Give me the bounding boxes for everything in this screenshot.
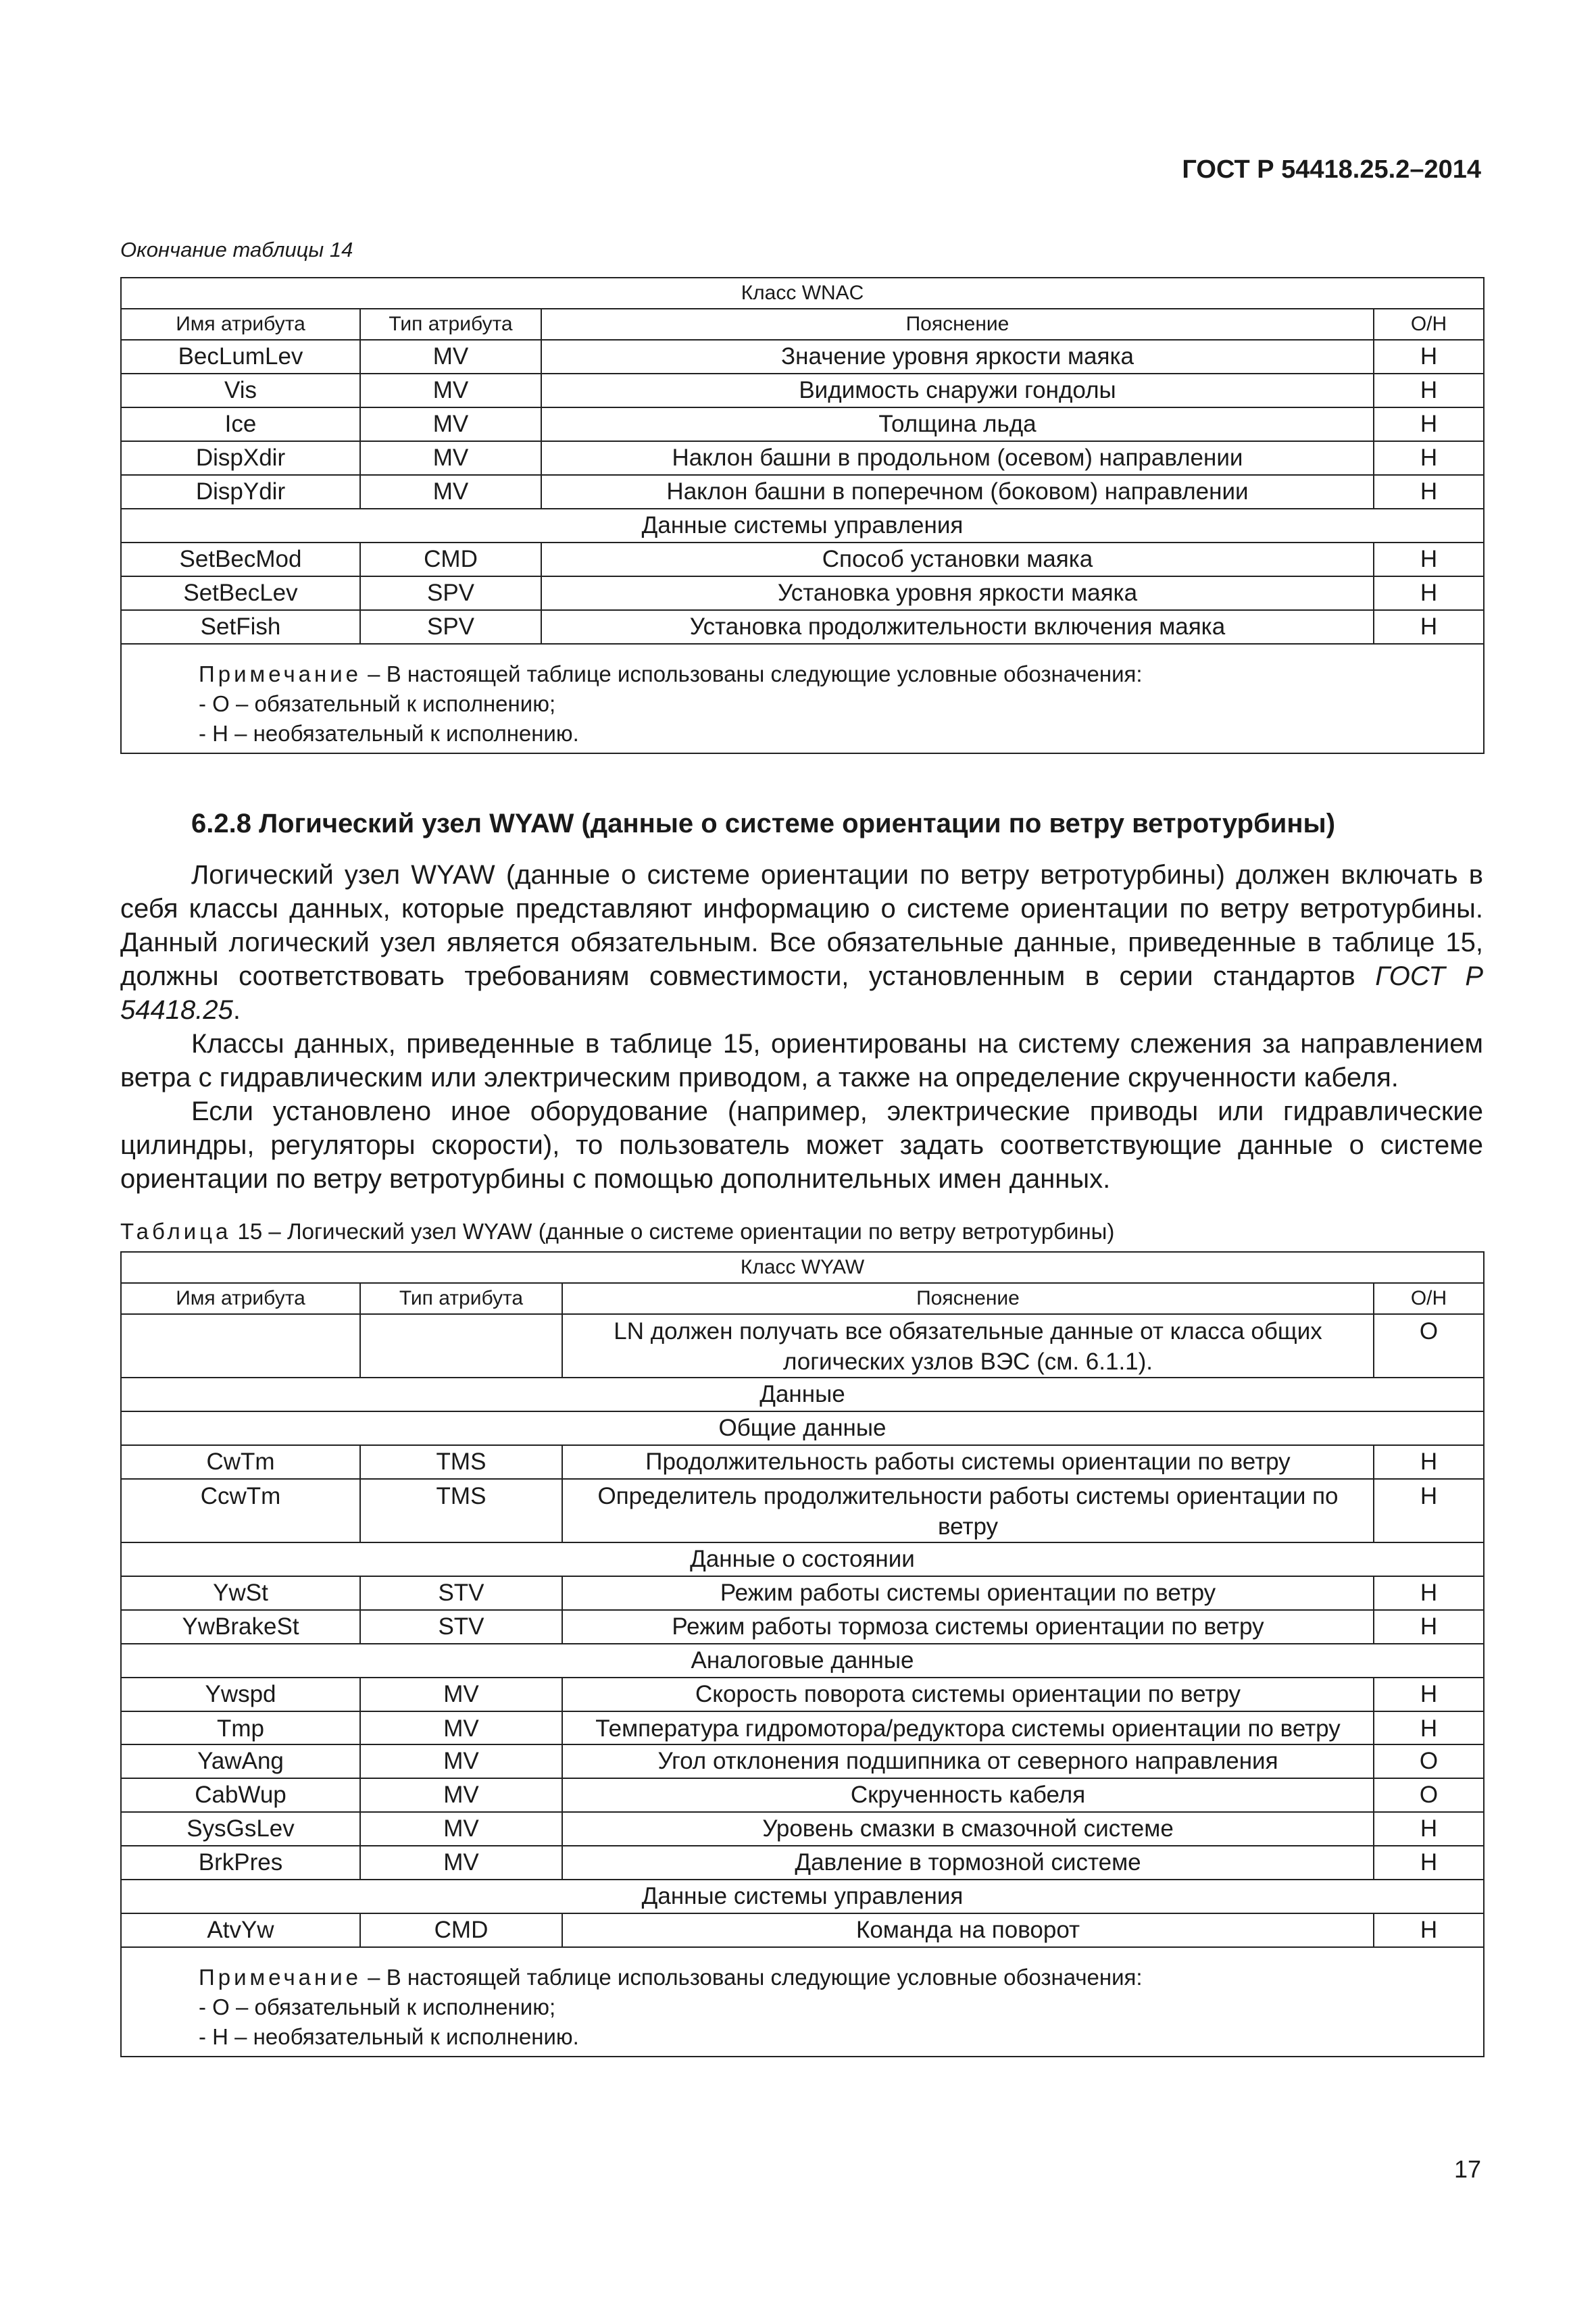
attribute-name: Ywspd — [121, 1678, 360, 1711]
attribute-name: YwBrakeSt — [121, 1610, 360, 1644]
paragraph — [120, 858, 1483, 1027]
attribute-flag: Н — [1374, 1576, 1484, 1610]
table-row — [121, 374, 1484, 407]
table-row — [121, 1610, 1484, 1644]
attribute-description: Установка уровня яркости маяка — [541, 576, 1374, 610]
attribute-description: Продолжительность работы системы ориентации по ветру — [562, 1445, 1374, 1479]
note-label: Примечание — [199, 1965, 362, 1990]
attribute-type: MV — [360, 340, 541, 374]
attribute-flag: Н — [1374, 543, 1484, 576]
attribute-description: Режим работы системы ориентации по ветру — [562, 1576, 1374, 1610]
standard-reference: ГОСТ Р 54418.25 — [120, 961, 1484, 1025]
table-row — [121, 543, 1484, 576]
class-title: Класс WYAW — [121, 1252, 1484, 1283]
attribute-description: Режим работы тормоза системы ориентации по ветру — [562, 1610, 1374, 1644]
attribute-type: MV — [360, 441, 541, 475]
attribute-type: SPV — [360, 576, 541, 610]
attribute-flag: Н — [1374, 407, 1484, 441]
attribute-type: MV — [360, 475, 541, 509]
column-header: Имя атрибута — [121, 309, 360, 340]
attribute-description: Скорость поворота системы ориентации по ветру — [562, 1678, 1374, 1711]
caption-text: 15 – Логический узел WYAW (данные о системе ориентации по ветру ветротурбины) — [231, 1219, 1115, 1244]
table14-continuation-caption: Окончание таблицы 14 — [120, 238, 353, 261]
attribute-flag: Н — [1374, 1479, 1484, 1542]
attribute-type: STV — [360, 1610, 562, 1644]
attribute-type: MV — [360, 1744, 562, 1778]
table-row — [121, 1711, 1484, 1744]
attribute-description: Команда на поворот — [562, 1913, 1374, 1947]
attribute-name: CcwTm — [121, 1479, 360, 1542]
attribute-name: DispYdir — [121, 475, 360, 509]
attribute-type: CMD — [360, 543, 541, 576]
note-mandatory: - О – обязательный к исполнению; — [199, 691, 556, 716]
table-row — [121, 610, 1484, 644]
table-row — [121, 1576, 1484, 1610]
attribute-name: DispXdir — [121, 441, 360, 475]
attribute-description: Наклон башни в поперечном (боковом) направлении — [541, 475, 1374, 509]
attribute-flag: О — [1374, 1314, 1484, 1378]
section-row: Общие данные — [121, 1411, 1484, 1445]
note-label: Примечание — [199, 661, 362, 686]
attribute-type: MV — [360, 1846, 562, 1880]
attribute-name: BecLumLev — [121, 340, 360, 374]
section-row: Данные системы управления — [121, 1880, 1484, 1913]
table-row — [121, 1314, 1484, 1378]
column-header: Пояснение — [541, 309, 1374, 340]
table-row — [121, 1744, 1484, 1778]
attribute-name: CabWup — [121, 1778, 360, 1812]
attribute-flag: Н — [1374, 441, 1484, 475]
table-15 — [120, 1251, 1485, 2057]
attribute-flag: Н — [1374, 340, 1484, 374]
column-header: О/Н — [1374, 1283, 1484, 1314]
attribute-name — [121, 1314, 360, 1378]
column-header: Пояснение — [562, 1283, 1374, 1314]
attribute-type: CMD — [360, 1913, 562, 1947]
attribute-flag: Н — [1374, 1678, 1484, 1711]
attribute-type — [360, 1314, 562, 1378]
attribute-name: SetBecLev — [121, 576, 360, 610]
table-row — [121, 1479, 1484, 1542]
attribute-name: Vis — [121, 374, 360, 407]
attribute-flag: Н — [1374, 1846, 1484, 1880]
attribute-name: Tmp — [121, 1711, 360, 1744]
attribute-description: Толщина льда — [541, 407, 1374, 441]
attribute-flag: Н — [1374, 610, 1484, 644]
attribute-name: SetBecMod — [121, 543, 360, 576]
attribute-type: SPV — [360, 610, 541, 644]
paragraph: Если установлено иное оборудование (например, электрические приводы или гидравлические цилиндры, регуляторы скорости), то пользователь может задать соответствующие данные о системе ориентации по ветру ветротурбины с помощью дополнительных имен данных. — [120, 1097, 1483, 1194]
attribute-flag: Н — [1374, 1610, 1484, 1644]
caption-label: Таблица — [120, 1219, 232, 1244]
attribute-type: MV — [360, 1678, 562, 1711]
column-header: Тип атрибута — [360, 309, 541, 340]
attribute-type: MV — [360, 1812, 562, 1846]
attribute-flag: Н — [1374, 1812, 1484, 1846]
attribute-description: Скрученность кабеля — [562, 1778, 1374, 1812]
section-row: Аналоговые данные — [121, 1644, 1484, 1678]
attribute-description: Температура гидромотора/редуктора системы ориентации по ветру — [562, 1711, 1374, 1744]
paragraph-text: Логический узел WYAW (данные о системе ориентации по ветру ветротурбины) должен включать в себя классы данных, которые представляют информацию о системе ориентации по ветру ветротурбины. Данный логический узел является обязательным. Все обязательные данные, приведенные в таблице 15, должны соответствовать требованиям совместимости, установленным в серии стандартов — [120, 860, 1483, 991]
attribute-type: MV — [360, 407, 541, 441]
section-title: 6.2.8 Логический узел WYAW (данные о системе ориентации по ветру ветротурбины) — [191, 809, 1336, 838]
table15-caption — [120, 1219, 1114, 1244]
table-row — [121, 441, 1484, 475]
table-note — [121, 644, 1484, 753]
attribute-type: STV — [360, 1576, 562, 1610]
table-row — [121, 1846, 1484, 1880]
paragraph-end: . — [232, 995, 241, 1025]
section-row: Данные системы управления — [121, 509, 1484, 543]
table-row — [121, 1678, 1484, 1711]
attribute-type: MV — [360, 374, 541, 407]
attribute-name: AtvYw — [121, 1913, 360, 1947]
attribute-flag: О — [1374, 1778, 1484, 1812]
attribute-type: TMS — [360, 1445, 562, 1479]
attribute-name: CwTm — [121, 1445, 360, 1479]
attribute-description: Установка продолжительности включения маяка — [541, 610, 1374, 644]
table-row — [121, 475, 1484, 509]
attribute-description: Определитель продолжительности работы системы ориентации по ветру — [562, 1479, 1374, 1542]
attribute-name: BrkPres — [121, 1846, 360, 1880]
section-row: Данные о состоянии — [121, 1542, 1484, 1576]
attribute-description: Способ установки маяка — [541, 543, 1374, 576]
attribute-flag: Н — [1374, 374, 1484, 407]
attribute-type: MV — [360, 1711, 562, 1744]
attribute-flag: О — [1374, 1744, 1484, 1778]
table-row — [121, 340, 1484, 374]
table-row — [121, 407, 1484, 441]
attribute-name: SysGsLev — [121, 1812, 360, 1846]
table-row — [121, 1778, 1484, 1812]
note-optional: - Н – необязательный к исполнению. — [199, 2024, 579, 2049]
column-header: О/Н — [1374, 309, 1484, 340]
table-row — [121, 1445, 1484, 1479]
section-body — [120, 858, 1483, 1196]
paragraph: Классы данных, приведенные в таблице 15, ориентированы на систему слежения за направлением ветра с гидравлическим или электрическим приводом, а также на определение скрученности кабеля. — [120, 1029, 1483, 1092]
column-header: Тип атрибута — [360, 1283, 562, 1314]
section-row: Данные — [121, 1378, 1484, 1411]
column-header: Имя атрибута — [121, 1283, 360, 1314]
page-number: 17 — [1453, 2155, 1481, 2183]
attribute-type: MV — [360, 1778, 562, 1812]
attribute-description: Видимость снаружи гондолы — [541, 374, 1374, 407]
attribute-flag: Н — [1374, 1711, 1484, 1744]
attribute-flag: Н — [1374, 576, 1484, 610]
attribute-flag: Н — [1374, 1445, 1484, 1479]
attribute-description: Наклон башни в продольном (осевом) направлении — [541, 441, 1374, 475]
note-optional: - Н – необязательный к исполнению. — [199, 721, 579, 746]
attribute-name: SetFish — [121, 610, 360, 644]
attribute-flag: Н — [1374, 475, 1484, 509]
class-title: Класс WNAC — [121, 278, 1484, 309]
attribute-description: LN должен получать все обязательные данные от класса общих логических узлов ВЭС (см. 6.1.1). — [562, 1314, 1374, 1378]
attribute-name: Ice — [121, 407, 360, 441]
attribute-description: Давление в тормозной системе — [562, 1846, 1374, 1880]
attribute-description: Значение уровня яркости маяка — [541, 340, 1374, 374]
table-row — [121, 1812, 1484, 1846]
standard-header: ГОСТ Р 54418.25.2–2014 — [1182, 155, 1481, 184]
table-note — [121, 1947, 1484, 2057]
attribute-description: Уровень смазки в смазочной системе — [562, 1812, 1374, 1846]
attribute-name: YawAng — [121, 1744, 360, 1778]
note-text: – В настоящей таблице использованы следующие условные обозначения: — [361, 1965, 1143, 1990]
note-text: – В настоящей таблице использованы следующие условные обозначения: — [361, 661, 1143, 686]
attribute-description: Угол отклонения подшипника от северного направления — [562, 1744, 1374, 1778]
note-mandatory: - О – обязательный к исполнению; — [199, 1994, 556, 2019]
attribute-type: TMS — [360, 1479, 562, 1542]
table-row — [121, 1913, 1484, 1947]
table-row — [121, 576, 1484, 610]
attribute-flag: Н — [1374, 1913, 1484, 1947]
attribute-name: YwSt — [121, 1576, 360, 1610]
table-14 — [120, 277, 1485, 754]
